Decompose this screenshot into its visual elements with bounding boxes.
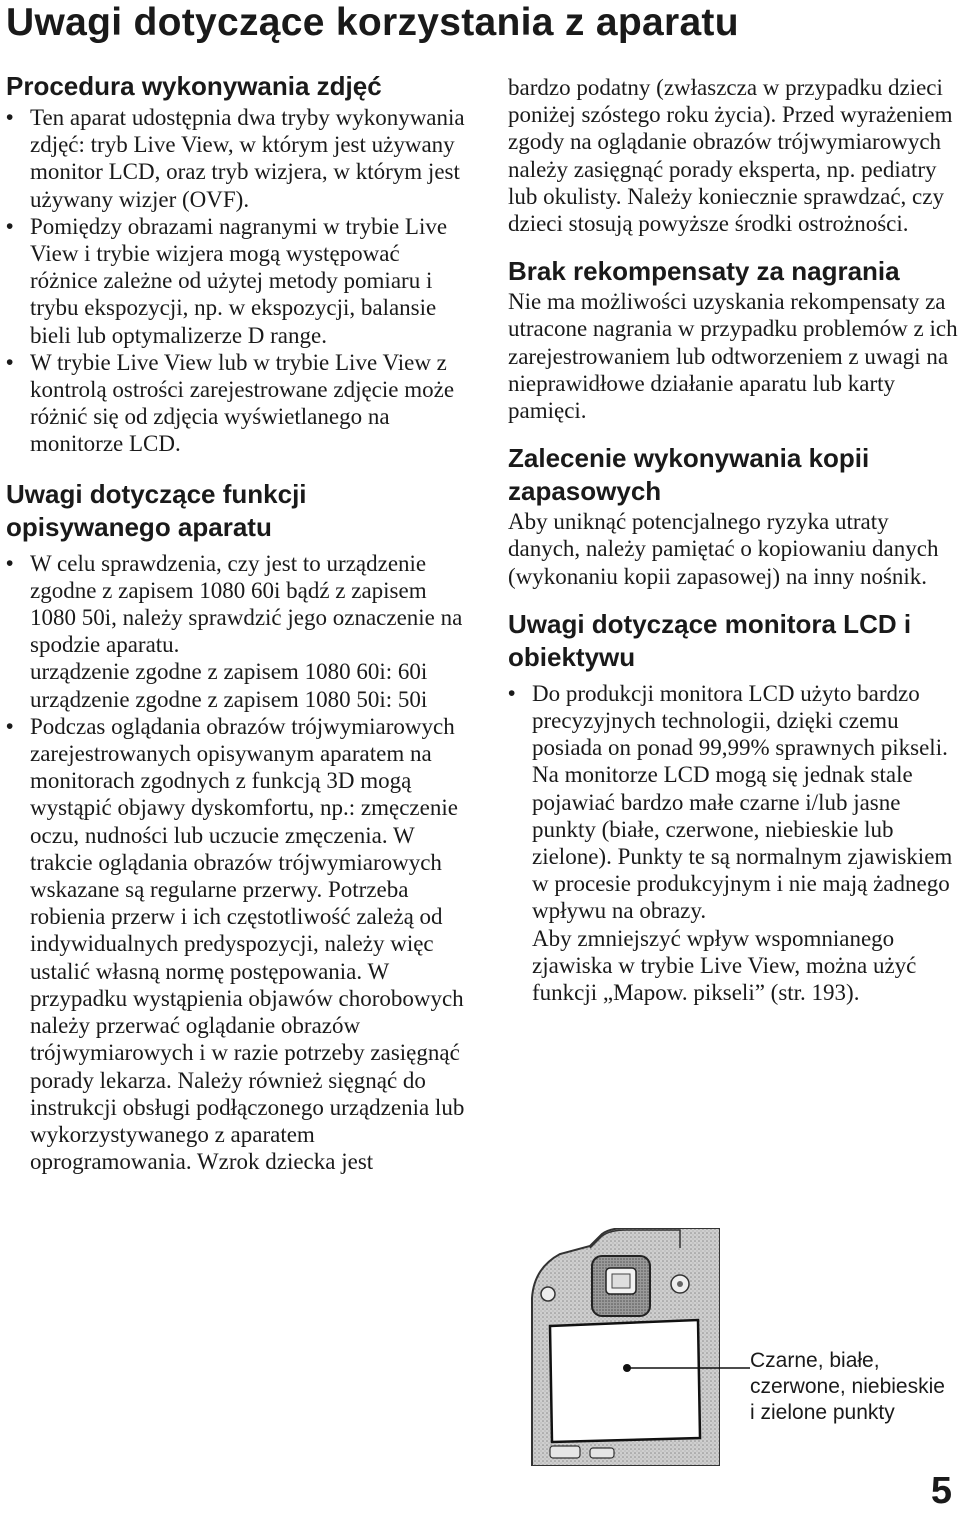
sub-item-60i: urządzenie zgodne z zapisem 1080 60i: 60i — [30, 659, 428, 685]
lcd-lens-list — [508, 680, 960, 1006]
sub-item-50i: urządzenie zgodne z zapisem 1080 50i: 50i — [30, 686, 428, 712]
shooting-procedure-list — [6, 104, 466, 458]
continued-paragraph: bardzo podatny (zwłaszcza w przypadku dzieci poniżej szóstego roku życia). Przed wyrażeniem zgody na oglądanie obrazów trójwymiarowych należy zasięgnąć porady eksperta, np. pediatry lub okulisty. Należy koniecznie sprawdzać, czy dzieci stosują powyższe środki ostrożności. — [508, 75, 953, 237]
list-item: • Podczas oglądania obrazów trójwymiarowych zarejestrowanych opisywanym aparatem na monitorach zgodnych z funkcją 3D mogą wystąpić objawy dyskomfortu, np.: zmęczenie oczu, nudności lub uczucie zmęczenia. W trakcie oglądania obrazów trójwymiarowych wskazane są regularne przerwy. Potrzeba robienia przerw i ich częstotliwość zależą od indywidualnych predyspozycji, należy więc ustalić własną normę postępowania. W przypadku wystąpienia objawów chorobowych należy przerwać oglądanie obrazów trójwymiarowych i w razie potrzeby zasięgnąć porady lekarza. Należy również sięgnąć do instrukcji obsługi podłączonego urządzenia lub wykorzystywanego z aparatem oprogramowania. Wzrok dziecka jest — [6, 713, 466, 1175]
list-item: • Ten aparat udostępnia dwa tryby wykonywania zdjęć: tryb Live View, w którym jest używany monitor LCD, oraz tryb wizjera, w którym jest używany wizjer (OVF). — [6, 104, 466, 213]
section-heading-camera-functions: Uwagi dotyczące funkcji opisywanego aparatu — [6, 478, 307, 542]
list-item-text-continued: Aby zmniejszyć wpływ wspomnianego zjawiska w trybie Live View, można użyć funkcji „Mapow. pikseli” (str. 193). — [532, 925, 917, 1006]
page-title: Uwagi dotyczące korzystania z aparatu — [6, 1, 739, 44]
camera-back-drawing — [530, 1228, 720, 1466]
left-column — [6, 70, 466, 1175]
camera-functions-list — [6, 550, 466, 1176]
no-compensation-paragraph: Nie ma możliwości uzyskania rekompensaty za utracone nagrania w przypadku problemów z ich zarejestrowaniem lub odtworzeniem z uwagi na nieprawidłowe działanie aparatu lub karty pamięci. — [508, 289, 958, 424]
section-heading-lcd-lens: Uwagi dotyczące monitora LCD i obiektywu — [508, 608, 912, 672]
camera-lcd-illustration — [530, 1228, 720, 1466]
section-heading-no-compensation: Brak rekompensaty za nagrania — [508, 256, 900, 287]
section-heading-shooting-procedure: Procedura wykonywania zdjęć — [6, 71, 382, 101]
list-item-text: Do produkcji monitora LCD użyto bardzo precyzyjnych technologii, dzięki czemu posiada on ponad 99,99% sprawnych pikseli. Na monitorze LCD mogą się jednak stale pojawiać bardzo małe czarne i/lub jasne punkty (białe, czerwone, niebieskie lub zielone). Punkty te są normalnym zjawiskiem w procesie produkcyjnym i nie mają żadnego wpływu na obrazy. — [532, 680, 953, 924]
backup-paragraph: Aby uniknąć potencjalnego ryzyka utraty danych, należy pamiętać o kopiowaniu danych (wykonaniu kopii zapasowej) na inny nośnik. — [508, 509, 939, 589]
figure-callout-label: Czarne, białe, czerwone, niebieskie i zielone punkty — [750, 1349, 945, 1424]
page-number: 5 — [930, 1470, 952, 1512]
list-item — [6, 550, 466, 713]
list-item: • W trybie Live View lub w trybie Live View z kontrolą ostrości zarejestrowane zdjęcie może różnić się od zdjęcia wyświetlanego na monitorze LCD. — [6, 349, 466, 458]
list-item — [508, 680, 960, 1006]
list-item: • Pomiędzy obrazami nagranymi w trybie Live View i trybie wizjera mogą występować różnice zależne od użytej metody pomiaru i trybu ekspozycji, np. w ekspozycji, balansie bieli lub optymalizerze D range. — [6, 213, 466, 349]
section-heading-backup: Zalecenie wykonywania kopii zapasowych — [508, 443, 870, 507]
list-item-text: W celu sprawdzenia, czy jest to urządzenie zgodne z zapisem 1080 60i bądź z zapisem 1080 50i, należy sprawdzić jego oznaczenie na spodzie aparatu. — [30, 550, 463, 658]
callout-leader-line — [720, 1367, 750, 1369]
right-column — [508, 74, 960, 1006]
